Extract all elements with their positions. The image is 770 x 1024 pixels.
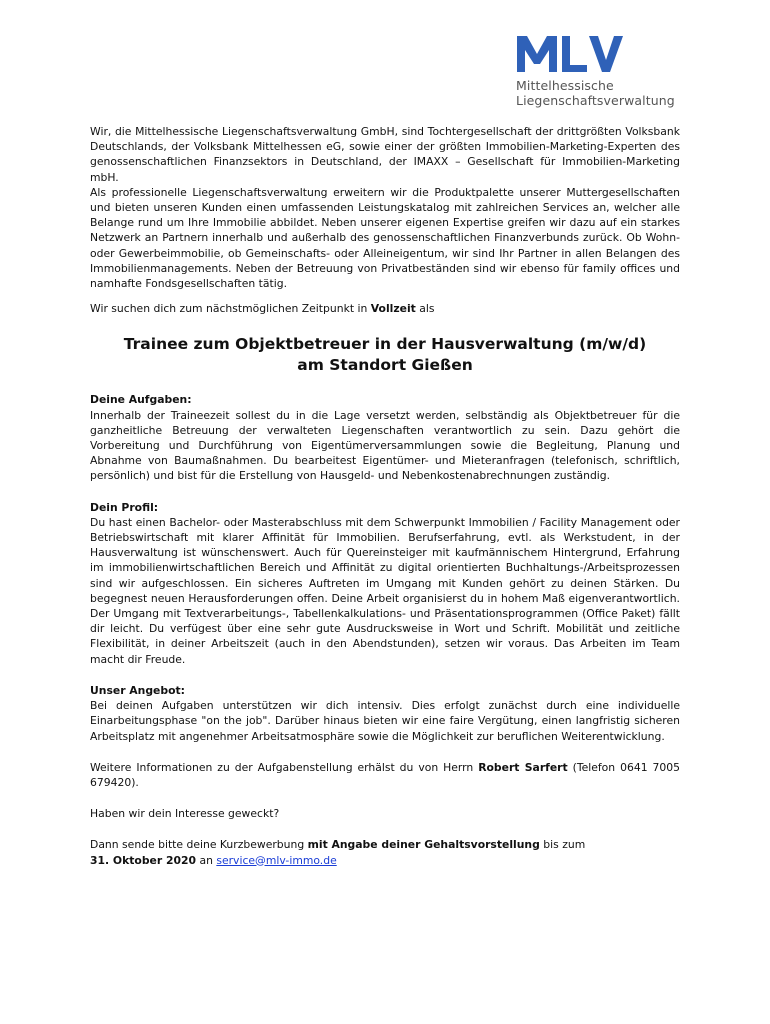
- contact-suffix: (Telefon 0641 7005 679420).: [90, 760, 680, 789]
- application-email-link[interactable]: service@mlv-immo.de: [216, 853, 337, 867]
- offer-text: Bei deinen Aufgaben unterstützen wir dich intensiv. Dies erfolgt zunächst durch eine individuelle Einarbeitungsphase "on the job". Darüber hinaus bieten wir eine faire Vergütung, einen langfristig sicheren Arbeitsplatz mit angenehmer Arbeitsatmosphäre sowie die Möglichkeit zur beruflichen Weiterentwicklung.: [90, 699, 680, 743]
- company-logo: [514, 34, 690, 110]
- contact-name: Robert Sarfert: [478, 760, 568, 774]
- job-title-line1: Trainee zum Objektbetreuer in der Hausverwaltung (m/w/d): [123, 335, 647, 354]
- job-posting-body: [90, 124, 680, 868]
- interest-question: Haben wir dein Interesse geweckt?: [90, 807, 280, 821]
- position-search-prefix: Wir suchen dich zum nächstmöglichen Zeitpunkt in: [90, 302, 371, 316]
- job-title: [90, 334, 680, 376]
- tasks-heading: Deine Aufgaben:: [90, 393, 192, 407]
- logo-subtitle-line2: Liegenschaftsverwaltung: [516, 93, 675, 108]
- logo-subtitle-line1: Mittelhessische: [516, 78, 614, 93]
- profile-heading: Dein Profil:: [90, 500, 159, 514]
- mlv-logo-mark: [514, 34, 624, 74]
- application-deadline: 31. Oktober 2020: [90, 853, 197, 867]
- intro-paragraph-company: Wir, die Mittelhessische Liegenschaftsverwaltung GmbH, sind Tochtergesellschaft der drittgrößten Volksbank Deutschlands, der Volksbank Mittelhessen eG, sowie einer der größten Immobilien-Marketing-Experten des genossenschaftlichen Finanzsektors in Deutschland, der IMAXX – Gesellschaft für Immobilien-Marketing mbH.: [90, 125, 680, 184]
- tasks-text: Innerhalb der Traineezeit sollest du in die Lage versetzt werden, selbständig als Objektbetreuer für die ganzheitliche Betreuung der verwalteten Liegenschaften verantwortlich zu sein. Dazu gehört die Vorbereitung und Durchführung von Eigentümerversammlungen sowie die Begleitung, Planung und Abnahme von Baumaßnahmen. Du bearbeitest Eigentümer- und Mieteranfragen (telefonisch, schriftlich, persönlich) und bist für die Erstellung von Hausgeld- und Nebenkostenabrechnungen zuständig.: [90, 408, 680, 483]
- job-title-line2: am Standort Gießen: [297, 356, 473, 375]
- contact-info: [90, 760, 680, 790]
- profile-text: Du hast einen Bachelor- oder Masterabschluss mit dem Schwerpunkt Immobilien / Facility Management oder Betriebswirtschaft mit klarer Affinität für Immobilien. Berufserfahrung, evtl. als Werkstudent, in der Hausverwaltung ist wünschenswert. Auch für Quereinsteiger mit kaufmännischem Hintergrund, Erfahrung im immobilienwirtschaftlichen Bereich und Affinität zu digital orientierten Buchhaltungs-/Arbeitsprozessen sind wir aufgeschlossen. Ein sicheres Auftreten im Umgang mit Kunden gehört zu deinen Stärken. Du begegnest neuen Herausforderungen offen. Deine Arbeit organisierst du in hohem Maß eigenverantwortlich. Der Umgang mit Textverarbeitungs-, Tabellenkalkulations- und Präsentationsprogrammen (Office Paket) fällt dir leicht. Du verfügest über eine sehr gute Ausdrucksweise in Wort und Schrift. Mobilität und zeitliche Flexibilität, in deiner Arbeitszeit (auch in den Abendstunden), setzen wir voraus. Das Arbeiten im Team macht dir Freude.: [90, 515, 680, 666]
- position-search-suffix: als: [415, 302, 435, 316]
- application-suffix: bis zum: [539, 838, 586, 852]
- offer-heading: Unser Angebot:: [90, 683, 186, 697]
- application-prefix: Dann sende bitte deine Kurzbewerbung: [90, 838, 308, 852]
- intro-paragraph-services: Als professionelle Liegenschaftsverwaltung erweitern wir die Produktpalette unserer Muttergesellschaften und bieten unseren Kunden einen umfassenden Leistungskatalog mit zahlreichen Services an, welcher alle Belange rund um Ihre Immobilie abbildet. Neben unserer eigenen Expertise greifen wir dazu auf ein starkes Netzwerk an Partnern innerhalb und außerhalb des genossenschaftlichen Finanzverbunds zurück. Ob Wohn- oder Gewerbeimmobilie, ob Gemeinschafts- oder Alleineigentum, wir sind Ihr Partner in allen Belangen des Immobilienmanagements. Neben der Betreuung von Privatbeständen sind wir ebenso für family offices und namhafte Fondsgesellschaften tätig.: [90, 185, 680, 291]
- deadline-suffix: an: [196, 853, 217, 867]
- contact-prefix: Weitere Informationen zu der Aufgabenstellung erhälst du von Herrn: [90, 760, 479, 774]
- salary-expectation-note: mit Angabe deiner Gehaltsvorstellung: [307, 838, 540, 852]
- position-type: Vollzeit: [370, 302, 416, 316]
- application-instruction: [90, 837, 680, 867]
- position-search-line: [90, 301, 680, 316]
